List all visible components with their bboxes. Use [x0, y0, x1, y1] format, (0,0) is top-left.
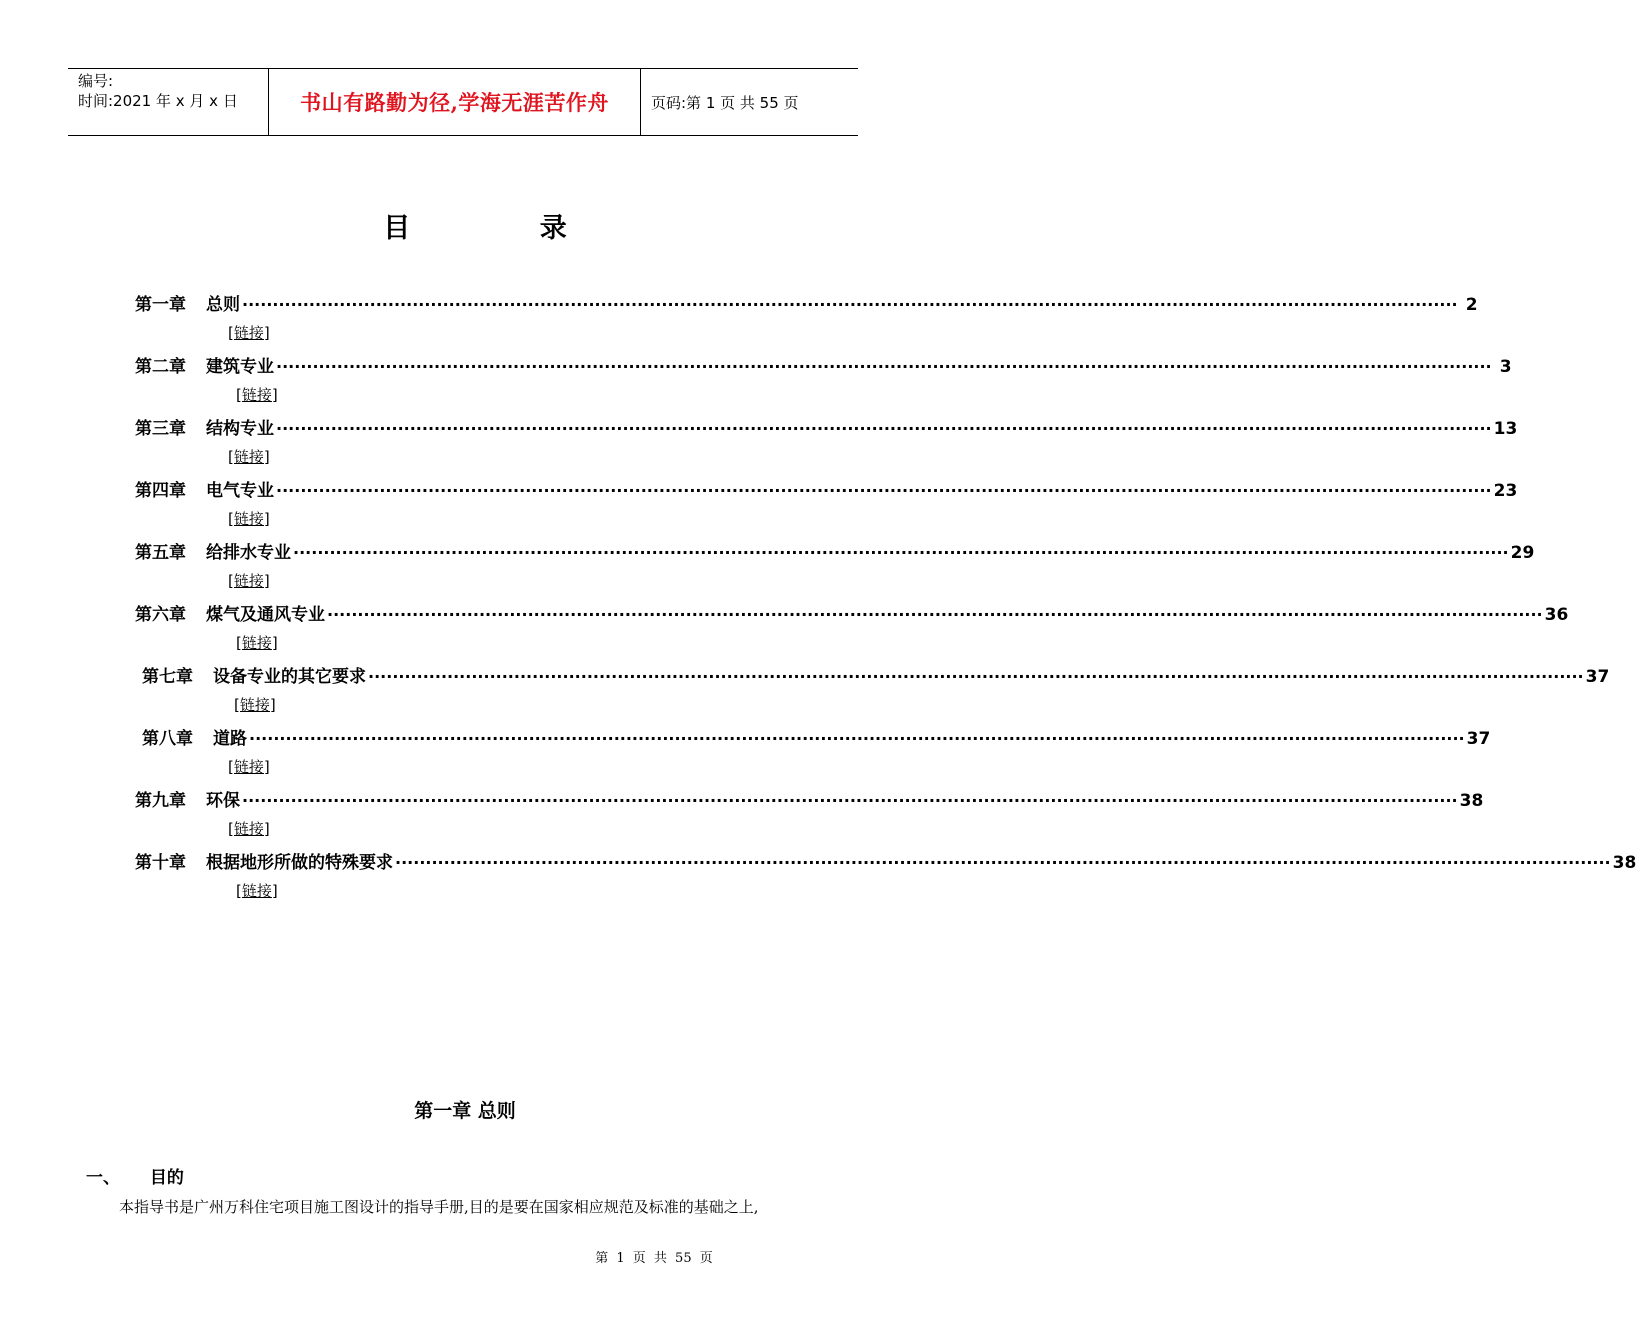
toc-link[interactable]: [链接]: [236, 634, 278, 652]
toc-page-number: 37: [1585, 667, 1610, 687]
toc-page-number: 36: [1544, 605, 1569, 625]
toc-entry: [135, 476, 1518, 501]
toc-chapter-number: 第二章: [135, 357, 186, 377]
toc-dot-leader: ········································································································································································································: [276, 481, 1492, 500]
toc-chapter-name: 煤气及通风专业: [206, 605, 325, 625]
header-motto-cell: [269, 69, 641, 135]
toc-chapter-name: 结构专业: [206, 419, 274, 439]
toc-chapter-name: 给排水专业: [206, 543, 291, 563]
toc-entry: [135, 848, 1636, 873]
toc-page-number: 29: [1510, 543, 1535, 563]
toc-link[interactable]: [链接]: [228, 324, 270, 342]
toc-entry: [135, 600, 1569, 625]
toc-chapter-number: 第九章: [135, 791, 186, 811]
toc-dot-leader: ········································································································································································································: [276, 357, 1492, 376]
toc-chapter-name: 根据地形所做的特殊要求: [206, 853, 393, 873]
toc-dot-leader: ········································································································································································································: [242, 295, 1458, 314]
toc-chapter-number: 第八章: [142, 729, 193, 749]
toc-chapter-name: 设备专业的其它要求: [213, 667, 366, 687]
header-motto: 书山有路勤为径,学海无涯苦作舟: [300, 90, 609, 115]
toc-entry: [135, 786, 1484, 811]
toc-dot-leader: ········································································································································································································: [368, 667, 1584, 686]
toc-chapter-name: 建筑专业: [206, 357, 274, 377]
toc-dot-leader: ········································································································································································································: [249, 729, 1465, 748]
toc-link[interactable]: [链接]: [228, 572, 270, 590]
chapter-heading: 第一章 总则: [414, 1100, 516, 1122]
toc-entry: [142, 724, 1491, 749]
toc-page-number: 23: [1493, 481, 1518, 501]
header-page-cell: [641, 69, 858, 135]
toc-link[interactable]: [链接]: [228, 820, 270, 838]
toc-chapter-number: 第六章: [135, 605, 186, 625]
toc-page-number: 13: [1493, 419, 1518, 439]
toc-entry: [135, 414, 1518, 439]
toc-entry: [135, 290, 1478, 315]
toc-link[interactable]: [链接]: [228, 510, 270, 528]
toc-chapter-name: 电气专业: [206, 481, 274, 501]
toc-chapter-number: 第一章: [135, 295, 186, 315]
toc-dot-leader: ········································································································································································································: [276, 419, 1492, 438]
toc-link[interactable]: [链接]: [228, 758, 270, 776]
toc-title: 目 录: [383, 213, 627, 244]
toc-dot-leader: ········································································································································································································: [293, 543, 1509, 562]
toc-dot-leader: ········································································································································································································: [395, 853, 1611, 872]
toc-page-number: 3: [1499, 357, 1512, 377]
toc-page-number: 38: [1612, 853, 1636, 873]
toc-page-number: 38: [1459, 791, 1484, 811]
toc-chapter-name: 道路: [213, 729, 247, 749]
toc-dot-leader: ········································································································································································································: [327, 605, 1543, 624]
section-number: 一、: [86, 1168, 120, 1188]
toc-dot-leader: ········································································································································································································: [242, 791, 1458, 810]
toc-page-number: 37: [1466, 729, 1491, 749]
toc-entry: [142, 662, 1610, 687]
header-page-label: 页码:第 1 页 共 55 页: [651, 93, 799, 112]
toc-chapter-name: 总则: [206, 295, 240, 315]
toc-entry: [135, 352, 1512, 377]
toc-chapter-number: 第十章: [135, 853, 186, 873]
toc-link[interactable]: [链接]: [228, 448, 270, 466]
toc-link[interactable]: [链接]: [234, 696, 276, 714]
toc-chapter-number: 第三章: [135, 419, 186, 439]
section-heading: [86, 1163, 184, 1188]
toc-page-number: 2: [1465, 295, 1478, 315]
body-paragraph: 本指导书是广州万科住宅项目施工图设计的指导手册,目的是要在国家相应规范及标准的基础之上,: [119, 1198, 759, 1216]
toc-chapter-number: 第四章: [135, 481, 186, 501]
number-label: 编号:: [78, 72, 114, 90]
toc-chapter-name: 环保: [206, 791, 240, 811]
time-label: 时间:2021 年 x 月 x 日: [78, 92, 238, 110]
page-footer: 第 1 页 共 55 页: [595, 1251, 713, 1266]
toc-link[interactable]: [链接]: [236, 386, 278, 404]
toc-entry: [135, 538, 1535, 563]
toc-chapter-number: 第七章: [142, 667, 193, 687]
toc-link[interactable]: [链接]: [236, 882, 278, 900]
section-title: 目的: [149, 1168, 184, 1188]
toc-chapter-number: 第五章: [135, 543, 186, 563]
header-meta: [68, 69, 269, 135]
page-header: [68, 68, 858, 136]
